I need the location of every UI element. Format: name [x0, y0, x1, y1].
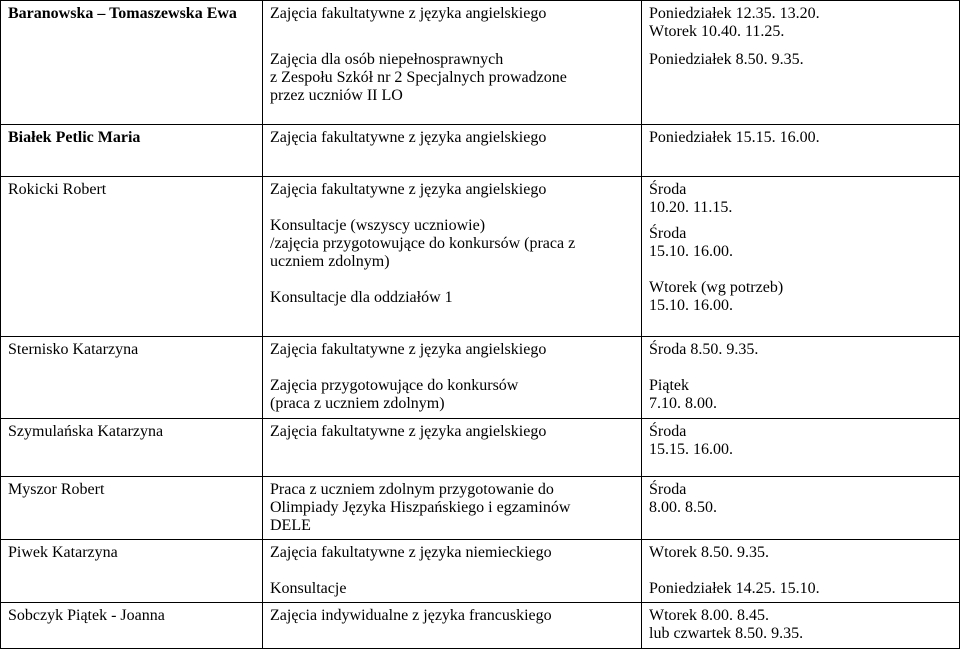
- time-line: Wtorek (wg potrzeb): [649, 279, 784, 296]
- teacher-name: Piwek Katarzyna: [8, 544, 118, 561]
- time-line: Środa: [649, 225, 687, 242]
- activity-line: Zajęcia dla osób niepełnosprawnych: [270, 51, 504, 68]
- activity-cell: [263, 540, 642, 603]
- table-row: [1, 419, 960, 477]
- time-line: 15.10. 16.00.: [649, 297, 733, 314]
- activity-line: /zajęcia przygotowujące do konkursów (praca z: [270, 235, 576, 252]
- time-cell: [642, 603, 960, 649]
- time-cell: [642, 177, 960, 337]
- table-row: [1, 603, 960, 649]
- time-line: 15.15. 16.00.: [649, 441, 733, 458]
- time-line: 15.10. 16.00.: [649, 243, 733, 260]
- teacher-name: Szymulańska Katarzyna: [8, 423, 164, 440]
- activity-line: Zajęcia fakultatywne z języka angielskiego: [270, 5, 547, 22]
- teacher-name: Sternisko Katarzyna: [8, 341, 139, 358]
- table-row: [1, 177, 960, 337]
- time-cell: [642, 419, 960, 477]
- activity-line: Konsultacje (wszyscy uczniowie): [270, 217, 486, 234]
- teacher-name-cell: [1, 419, 263, 477]
- time-cell: [642, 1, 960, 125]
- time-line: Środa: [649, 423, 687, 440]
- time-line: Poniedziałek 14.25. 15.10.: [649, 580, 820, 597]
- time-line: Wtorek 8.50. 9.35.: [649, 544, 769, 561]
- activity-cell: [263, 603, 642, 649]
- time-cell: [642, 337, 960, 419]
- time-line: Środa: [649, 181, 687, 198]
- time-line: 8.00. 8.50.: [649, 499, 717, 516]
- time-line: Poniedziałek 12.35. 13.20.: [649, 5, 820, 22]
- teacher-name-cell: [1, 125, 263, 177]
- activity-cell: [263, 337, 642, 419]
- table-row: [1, 337, 960, 419]
- teacher-name: Sobczyk Piątek - Joanna: [8, 607, 165, 624]
- activity-line: Zajęcia fakultatywne z języka niemieckiego: [270, 544, 552, 561]
- activity-line: (praca z uczniem zdolnym): [270, 395, 445, 412]
- activity-cell: [263, 125, 642, 177]
- activity-line: z Zespołu Szkół nr 2 Specjalnych prowadzone: [270, 69, 567, 86]
- time-cell: [642, 540, 960, 603]
- time-line: Środa: [649, 481, 687, 498]
- activity-line: Zajęcia fakultatywne z języka angielskiego: [270, 181, 547, 198]
- time-line: Piątek: [649, 377, 689, 394]
- time-line: 10.20. 11.15.: [649, 199, 733, 216]
- activity-cell: [263, 477, 642, 540]
- teacher-name-cell: [1, 477, 263, 540]
- activity-line: Zajęcia fakultatywne z języka angielskiego: [270, 341, 547, 358]
- activity-line: Zajęcia fakultatywne z języka angielskiego: [270, 423, 547, 440]
- teacher-name-cell: [1, 540, 263, 603]
- activity-line: przez uczniów II LO: [270, 87, 403, 104]
- time-line: Wtorek 8.00. 8.45.: [649, 607, 769, 624]
- teacher-name-cell: [1, 177, 263, 337]
- table-row: [1, 1, 960, 125]
- time-line: Środa 8.50. 9.35.: [649, 341, 759, 358]
- time-cell: [642, 477, 960, 540]
- teacher-name: Białek Petlic Maria: [8, 129, 141, 146]
- teacher-name: Rokicki Robert: [8, 181, 107, 198]
- activity-line: Zajęcia fakultatywne z języka angielskiego: [270, 129, 547, 146]
- time-line: Wtorek 10.40. 11.25.: [649, 23, 785, 40]
- activity-cell: [263, 1, 642, 125]
- activity-line: Konsultacje: [270, 580, 347, 597]
- teacher-name-cell: [1, 1, 263, 125]
- activity-line: Konsultacje dla oddziałów 1: [270, 289, 453, 306]
- activity-line: DELE: [270, 517, 311, 534]
- time-line: Poniedziałek 15.15. 16.00.: [649, 129, 820, 146]
- time-line: Poniedziałek 8.50. 9.35.: [649, 51, 804, 68]
- table-row: [1, 540, 960, 603]
- time-line: 7.10. 8.00.: [649, 395, 717, 412]
- time-line: lub czwartek 8.50. 9.35.: [649, 625, 804, 642]
- activity-line: Olimpiady Języka Hiszpańskiego i egzaminów: [270, 499, 571, 516]
- activity-line: uczniem zdolnym): [270, 253, 390, 270]
- table-row: [1, 125, 960, 177]
- teacher-name-cell: [1, 603, 263, 649]
- teacher-name-cell: [1, 337, 263, 419]
- time-cell: [642, 125, 960, 177]
- table-row: [1, 477, 960, 540]
- activity-line: Zajęcia indywidualne z języka francuskiego: [270, 607, 552, 624]
- teacher-name: Myszor Robert: [8, 481, 105, 498]
- activity-cell: [263, 419, 642, 477]
- activity-line: Zajęcia przygotowujące do konkursów: [270, 377, 519, 394]
- teacher-name: Baranowska – Tomaszewska Ewa: [8, 5, 237, 22]
- activity-cell: [263, 177, 642, 337]
- activity-line: Praca z uczniem zdolnym przygotowanie do: [270, 481, 554, 498]
